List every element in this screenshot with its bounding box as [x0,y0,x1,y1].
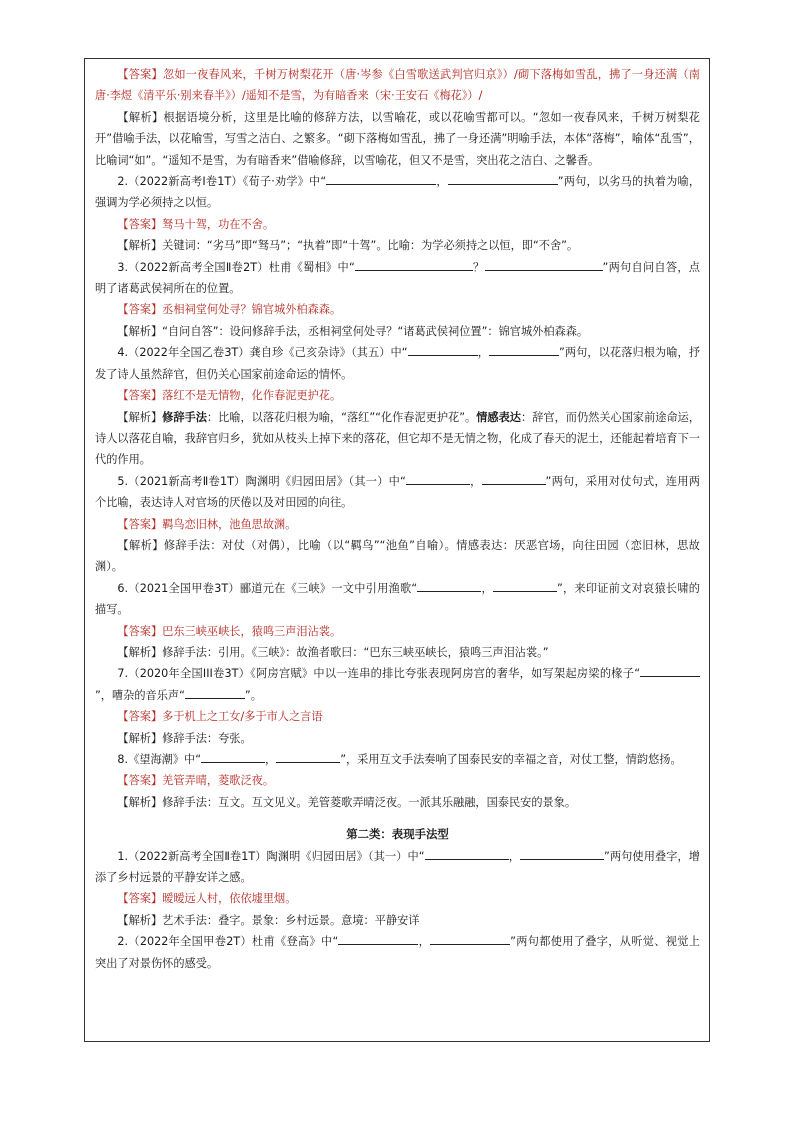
s2-question-1: 1.（2022新高考全国Ⅱ卷1T）陶渊明《归园田居》（其一）中“ ， ”两句使用叠字，增添了乡村远景的平静安详之感。 [95,846,700,889]
answer-blank[interactable] [489,343,559,356]
answer-blank[interactable] [406,472,470,485]
section-title: 第二类：表现手法型 [346,827,449,842]
answer-blank[interactable] [276,750,340,763]
question-7: 7.（2020年全国III卷3T）《阿房宫赋》中以一连串的排比夸张表现阿房宫的奢华，如写架起房梁的椽子“”，嘈杂的音乐声“ ”。 [95,663,700,706]
analysis-1: 【解析】根据语境分析，这里是比喻的修辞方法，以雪喻花，或以花喻雪都可以。“忽如一夜春风来，千树万树梨花开”借喻手法，以花喻雪，写雪之洁白、之繁多。“砌下落梅如雪乱，拂了一身还满”明喻手法，本体“落梅”，喻体“乱雪”，比喻词“如”。“遥知不是雪，为有暗香来”借喻修辞，以雪喻花，但又不是雪，突出花之洁白、之馨香。 [95,110,700,167]
s2-answer-1: 【答案】暧暧远人村，依依墟里烟。 [117,892,297,906]
answer-blank[interactable] [185,686,245,699]
answer-blank[interactable] [430,932,510,945]
answer-blank[interactable] [326,172,436,185]
question-8: 8.《望海潮》中“ ， ”，采用互文手法奏响了国泰民安的幸福之音，对仗工整，情韵悠扬。 [95,749,700,770]
answer-2: 【答案】驽马十驾，功在不舍。 [117,217,275,231]
answer-8: 【答案】羌管弄晴，菱歌泛夜。 [117,774,275,788]
answer-blank[interactable] [493,579,557,592]
s2-question-2: 2.（2022年全国甲卷2T）杜甫《登高》中“ ， ”两句都使用了叠字，从听觉、视觉上突出了对景伤怀的感受。 [95,931,700,974]
answer-blank[interactable] [640,664,700,677]
answer-1: 【答案】忽如一夜春风来，千树万树梨花开（唐·岑参《白雪歌送武判官归京》）/砌下落梅如雪乱，拂了一身还满（南唐·李煜《清平乐·别来春半》）/遥知不是雪，为有暗香来（宋·王安石《梅花》）/ [95,68,700,103]
analysis-6: 【解析】修辞手法：引用。《三峡》：故渔者歌曰：“巴东三峡巫峡长，猿鸣三声泪沾裳。” [117,645,549,659]
document-frame [84,58,710,1042]
answer-blank[interactable] [425,847,509,860]
answer-blank[interactable] [417,579,481,592]
analysis-8: 【解析】修辞手法：互文。互文见义。羌管菱歌弄晴泛夜。一派其乐融融，国泰民安的景象。 [117,795,577,809]
answer-blank[interactable] [520,847,604,860]
answer-4: 【答案】落红不是无情物，化作春泥更护花。 [117,389,342,403]
question-5: 5.（2021新高考Ⅱ卷1T）陶渊明《归园田居》（其一）中“ ， ”两句，采用对仗句式，连用两个比喻，表达诗人对官场的厌倦以及对田园的向往。 [95,471,700,514]
answer-blank[interactable] [355,258,473,271]
answer-7: 【答案】多于机上之工女/多于市人之言语 [117,710,323,724]
answer-blank[interactable] [408,343,478,356]
analysis-5: 【解析】修辞手法：对仗（对偶），比喻（以“羁鸟”“池鱼”自喻）。情感表达：厌恶官场，向往田园（恋旧林，思故渊）。 [95,538,700,574]
analysis-4: 【解析】修辞手法：比喻，以落花归根为喻，“落红”“化作春泥更护花”。情感表达：辞官，而仍然关心国家前途命运，诗人以落花自喻，我辞官归乡，犹如从枝头上掉下来的落花，但它却不是无情之物，化成了春天的泥土，还能起着培育下一代的作用。 [95,410,701,467]
analysis-3: 【解析】“自问自答”：设问修辞手法，丞相祠堂何处寻？“诸葛武侯祠位置”：锦官城外柏森森。 [117,324,589,338]
analysis-7: 【解析】修辞手法：夸张。 [117,731,252,745]
s2-analysis-1: 【解析】艺术手法：叠字。景象：乡村远景。意境：平静安详 [117,913,420,927]
answer-3: 【答案】丞相祠堂何处寻？锦官城外柏森森。 [117,303,342,317]
answer-blank[interactable] [338,932,418,945]
analysis-2: 【解析】关键词：“劣马”即“驽马”；“执着”即“十驾”。比喻：为学必须持之以恒，即“不舍”。 [117,239,579,253]
answer-blank[interactable] [448,172,558,185]
answer-blank[interactable] [485,258,603,271]
question-6: 6.（2021全国甲卷3T）郦道元在《三峡》一文中引用渔歌“ ， ”，来印证前文对哀猿长啸的描写。 [95,578,700,621]
question-4: 4.（2022年全国乙卷3T）龚自珍《己亥杂诗》（其五）中“ ， ”两句，以花落归根为喻，抒发了诗人虽然辞官，但仍关心国家前途命运的情怀。 [95,342,700,385]
answer-5: 【答案】羁鸟恋旧林，池鱼思故渊。 [117,517,297,531]
answer-blank[interactable] [201,750,265,763]
question-2: 2.（2022新高考Ⅰ卷1T）《荀子·劝学》中“ ， ”两句，以劣马的执着为喻，强调为学必须持之以恒。 [95,171,700,214]
answer-blank[interactable] [482,472,546,485]
question-3: 3.（2022新高考全国Ⅱ卷2T）杜甫《蜀相》中“ ？ ”两句自问自答，点明了诸葛武侯祠所在的位置。 [95,257,700,300]
answer-6: 【答案】巴东三峡巫峡长，猿鸣三声泪沾裳。 [117,624,342,638]
